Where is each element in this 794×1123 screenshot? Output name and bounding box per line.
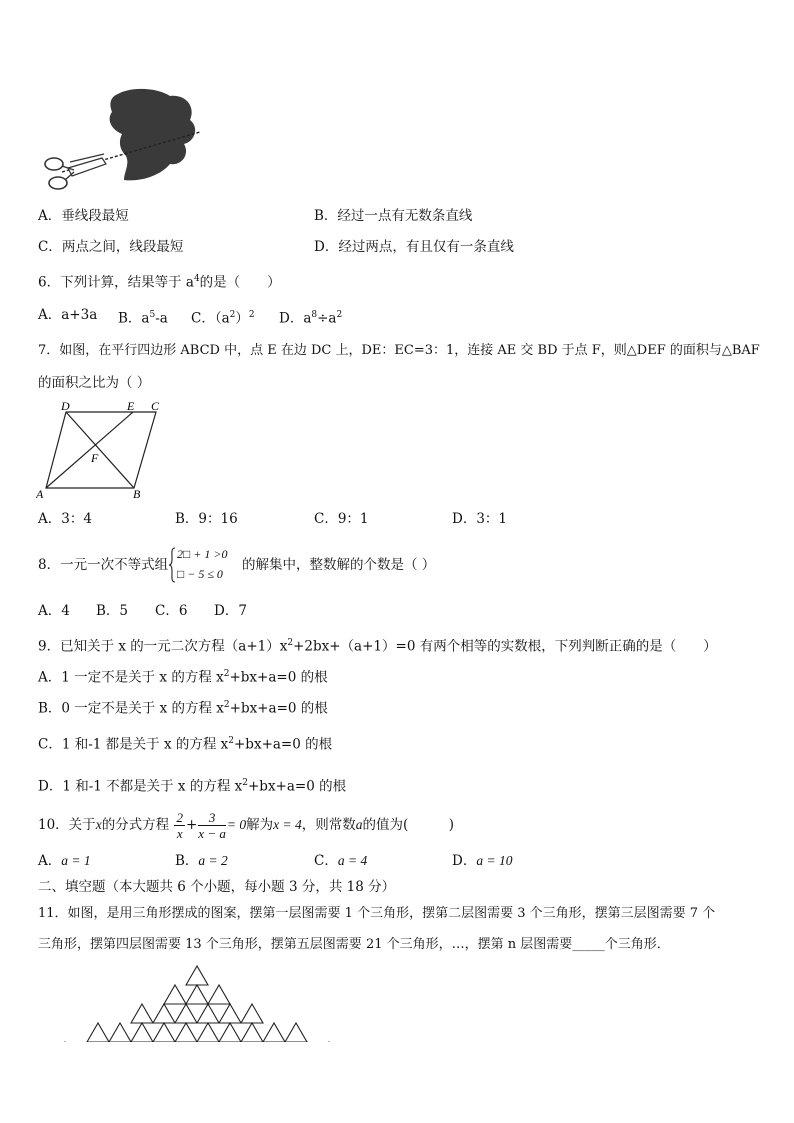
q7-option-a: A．3：4	[38, 511, 92, 527]
fraction-2-over-x: $\frac{2}{x}$	[176, 810, 183, 841]
q6-option-d: D．$a^8\div a^2$	[279, 310, 343, 327]
q7-stem-line2: 的面积之比为（ ）	[38, 375, 151, 391]
pattern-triangle	[241, 1023, 263, 1042]
q7-option-d: D．3：1	[452, 511, 508, 527]
q9-stem: 9．已知关于 x 的一元二次方程$(a+1)x^2+2bx+(a+1)=0$ 有两个相等的实数根，下列判断正确的是（ ）	[38, 638, 717, 655]
q7-stem-line1: 7．如图，在平行四边形 ABCD 中，点 E 在边 DC 上，DE：EC=3：1，连接 AE 交 BD 于点 F，则△DEF 的面积与△BAF	[38, 343, 760, 358]
pattern-triangle	[175, 1023, 197, 1042]
pattern-triangle	[131, 1023, 153, 1042]
q10-option-a: A．a = 1	[38, 853, 91, 869]
q8-inequality-2: □ − 5 ≤ 0	[177, 567, 223, 581]
pattern-triangle	[197, 1004, 219, 1023]
parallelogram-figure	[36, 398, 168, 502]
q8-inequality-1: 2□ + 1 >0	[177, 547, 228, 561]
fraction-3-over-x-minus-a: $\frac{3}{x - a}$	[198, 810, 226, 841]
q5-option-d: D．经过两点，有且仅有一条直线	[314, 239, 514, 255]
label-c: C	[151, 399, 160, 413]
q7-option-c: C．9：1	[314, 511, 369, 527]
q9-option-a: A．1 一定不是关于 x 的方程 $x^2+bx+a=0$ 的根	[38, 669, 328, 686]
q10-stem: 10．关于x的分式方程 $\frac{2}{x}$ + $\frac{3}{x - a}$ = 0解为x = 4，则常数a的值为( )	[38, 810, 454, 841]
q5-option-b: B．经过一点有无数条直线	[314, 208, 473, 224]
q6-option-b: B．$a^5-a$	[118, 310, 168, 327]
q6-option-a: A．a+3a	[38, 307, 98, 323]
pattern-triangle	[241, 1004, 263, 1023]
q11-stem-line2: 三角形，摆第四层图需要 13 个三角形，摆第五层图需要 21 个三角形，…，摆第 n 层图需要_____个三角形．	[38, 937, 670, 952]
q8-option-b: B．5	[96, 603, 129, 619]
q10-option-c: C．a = 4	[314, 853, 368, 869]
pattern-triangle	[153, 1004, 175, 1023]
pattern-triangle	[285, 1023, 307, 1042]
pattern-triangle	[87, 1023, 109, 1042]
pattern-triangle	[109, 1023, 131, 1042]
label-f: F	[91, 451, 99, 465]
pattern-triangle	[263, 1023, 285, 1042]
q10-option-d: D．a = 10	[452, 853, 513, 869]
pattern-triangle	[186, 966, 208, 985]
pattern-triangle	[197, 1023, 219, 1042]
label-b: B	[133, 487, 141, 501]
system-brace	[168, 547, 176, 583]
q5-option-c: C．两点之间，线段最短	[38, 239, 184, 255]
pattern-triangle	[153, 1023, 175, 1042]
q8-option-c: C．6	[155, 603, 188, 619]
label-a: A	[36, 487, 44, 501]
leaf-scissors-figure	[40, 84, 210, 199]
pattern-triangle	[219, 1004, 241, 1023]
q6-option-c: C．$(a^2)^2$	[191, 310, 255, 327]
pattern-triangle	[164, 985, 186, 1004]
q8-stem-pre: 8．一元一次不等式组	[38, 557, 169, 573]
q8-option-a: A．4	[38, 603, 70, 619]
q11-stem-line1: 11．如图，是用三角形摆成的图案，摆第一层图需要 1 个三角形，摆第二层图需要 3 个三角形，摆第三层图需要 7 个	[38, 906, 716, 921]
q9-option-d: D．1 和-1 不都是关于 x 的方程 $x^2+bx+a=0$ 的根	[38, 778, 347, 795]
pattern-triangle	[175, 1004, 197, 1023]
pattern-triangle	[208, 985, 230, 1004]
triangle-pattern-figure	[56, 962, 338, 1042]
pattern-triangle	[219, 1023, 241, 1042]
q8-stem-post: 的解集中，整数解的个数是（ ）	[242, 557, 436, 573]
q7-option-b: B．9：16	[175, 511, 238, 527]
label-d: D	[61, 399, 70, 413]
q5-option-a: A．垂线段最短	[38, 208, 129, 224]
label-e: E	[127, 399, 135, 413]
q8-option-d: D．7	[214, 603, 247, 619]
section-heading: 二、填空题（本大题共 6 个小题，每小题 3 分，共 18 分）	[38, 879, 396, 895]
q9-option-c: C．1 和-1 都是关于 x 的方程 $x^2+bx+a=0$ 的根	[38, 736, 333, 753]
q6-stem: 6．下列计算，结果等于 $a^4$的是（ ）	[38, 274, 281, 291]
q10-option-b: B．a = 2	[175, 853, 228, 869]
pattern-triangle	[186, 985, 208, 1004]
q9-option-b: B．0 一定不是关于 x 的方程 $x^2+bx+a=0$ 的根	[38, 700, 328, 717]
pattern-triangle	[131, 1004, 153, 1023]
